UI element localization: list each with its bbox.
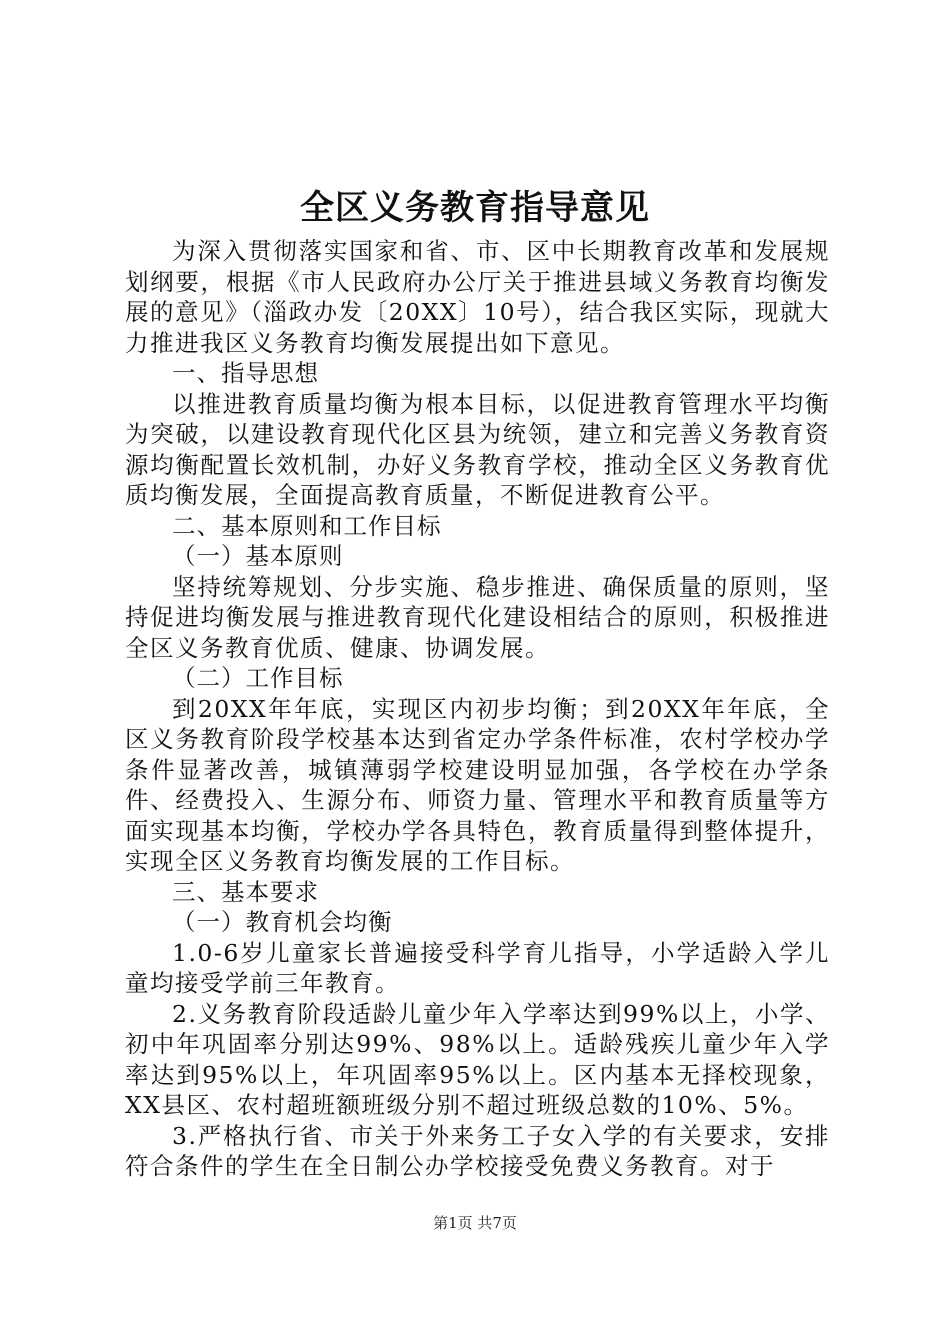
document-body xyxy=(125,236,830,1182)
subsection-heading: （一）基本原则 xyxy=(172,542,344,570)
intro-paragraph: 为深入贯彻落实国家和省、市、区中长期教育改革和发展规划纲要，根据《市人民政府办公厅关于推进县域义务教育均衡发展的意见》（淄政办发〔20XX〕10号），结合我区实际，现就大力推进我区义务教育均衡发展提出如下意见。 xyxy=(125,237,830,357)
section-heading-1: 一、指导思想 xyxy=(172,359,319,387)
section-heading-3: 三、基本要求 xyxy=(172,877,319,906)
page-number-footer: 第1页 共7页 xyxy=(433,1214,517,1232)
list-item: 3.严格执行省、市关于外来务工子女入学的有关要求，安排符合条件的学生在全日制公办学校接受免费义务教育。对于 xyxy=(125,1121,830,1180)
list-item: 1.0-6岁儿童家长普遍接受科学育儿指导，小学适龄入学儿童均接受学前三年教育。 xyxy=(125,938,830,997)
body-paragraph: 到20XX年年底，实现区内初步均衡；到20XX年年底，全区义务教育阶段学校基本达到省定办学条件标准，农村学校办学条件显著改善，城镇薄弱学校建设明显加强，各学校在办学条件、经费投入、生源分布、师资力量、管理水平和教育质量等方面实现基本均衡，学校办学各具特色，教育质量得到整体提升，实现全区义务教育均衡发展的工作目标。 xyxy=(125,694,830,875)
list-item: 2.义务教育阶段适龄儿童少年入学率达到99%以上，小学、初中年巩固率分别达99%、98%以上。适龄残疾儿童少年入学率达到95%以上，年巩固率95%以上。区内基本无择校现象，XX县区、农村超班额班级分别不超过班级总数的10%、5%。 xyxy=(125,999,830,1119)
subsection-heading: （一）教育机会均衡 xyxy=(172,908,393,936)
subsection-heading: （二）工作目标 xyxy=(172,664,344,692)
section-heading-2: 二、基本原则和工作目标 xyxy=(172,511,442,540)
body-paragraph: 坚持统筹规划、分步实施、稳步推进、确保质量的原则，坚持促进均衡发展与推进教育现代化建设相结合的原则，积极推进全区义务教育优质、健康、协调发展。 xyxy=(125,572,830,662)
document-title: 全区义务教育指导意见 xyxy=(300,188,650,228)
body-paragraph: 以推进教育质量均衡为根本目标，以促进教育管理水平均衡为突破，以建设教育现代化区县为统领，建立和完善义务教育资源均衡配置长效机制，办好义务教育学校，推动全区义务教育优质均衡发展，全面提高教育质量，不断促进教育公平。 xyxy=(125,389,830,509)
